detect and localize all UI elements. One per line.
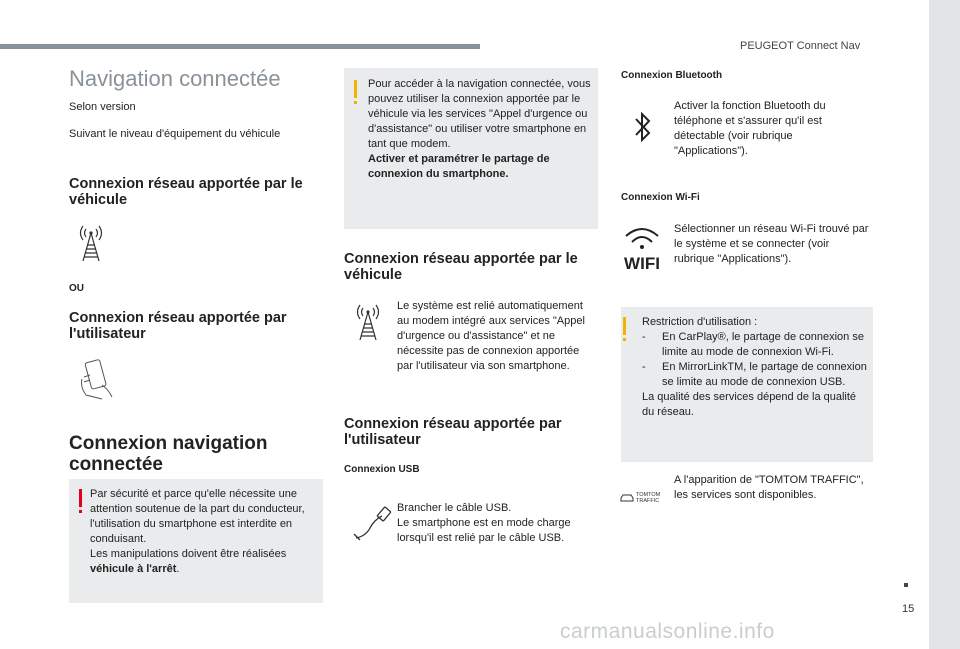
- header-rule: [0, 44, 480, 49]
- continue-marker: [904, 583, 908, 587]
- heading-navigation-connection: Connexion navigation connectée: [69, 433, 268, 475]
- heading-vehicle-connection-2: Connexion réseau apportée par le véhicule: [344, 251, 578, 283]
- wifi-waves-icon: [620, 226, 664, 250]
- page-title: Navigation connectée: [69, 66, 281, 91]
- smartphone-hand-icon: [72, 355, 118, 401]
- warning-box: [69, 479, 323, 603]
- bluetooth-icon: [632, 110, 654, 144]
- left-column: [69, 66, 324, 92]
- bluetooth-label: Connexion Bluetooth: [621, 70, 723, 81]
- restriction-item-carplay: - En CarPlay®, le partage de connexion se limite au mode de connexion Wi-Fi.: [642, 331, 864, 358]
- warning-text: Par sécurité et parce qu'elle nécessite une attention soutenue de la part du conducteur, l'utilisation du smartphone est interdite en conduisant. Les manipulations doivent être réalisées véhicule à l'arrêt.: [90, 488, 305, 575]
- restriction-text: Restriction d'utilisation : - En CarPlay®, le partage de connexion se limite au mode de connexion Wi-Fi. - En MirrorLinkTM, le partage de connexion se limite au mode de connexion USB. La qualité des services dépend de la qualité du réseau.: [642, 315, 870, 420]
- info-mark: [354, 80, 357, 98]
- tomtom-traffic-icon: TOMTOM TRAFFIC: [620, 490, 670, 506]
- wifi-icon: WIFI: [620, 226, 664, 268]
- page-number: 15: [902, 603, 915, 615]
- equipment-note: Suivant le niveau d'équipement du véhicule: [69, 128, 281, 140]
- heading-user-connection: Connexion réseau apportée par l'utilisateur: [69, 310, 287, 342]
- heading-vehicle-connection: Connexion réseau apportée par le véhicule: [69, 176, 303, 208]
- wifi-text: Sélectionner un réseau Wi-Fi trouvé par le système et se connecter (voir rubrique "Applications").: [674, 223, 869, 265]
- vehicle-connection-text: Le système est relié automatiquement au modem intégré aux services "Appel d'urgence ou d'assistance" et ne nécessite pas de connexion apportée par l'utilisateur via son smartphone.: [397, 300, 585, 372]
- usb-label: Connexion USB: [344, 464, 420, 475]
- brand-header: PEUGEOT Connect Nav: [740, 40, 861, 52]
- warning-mark: [79, 489, 82, 507]
- version-note: Selon version: [69, 101, 136, 113]
- restriction-item-mirrorlink: - En MirrorLinkTM, le partage de connexion se limite au mode de connexion USB.: [642, 361, 867, 388]
- info-box-restriction: [621, 307, 873, 462]
- or-label: OU: [69, 283, 84, 294]
- usb-cable-icon: [352, 502, 392, 542]
- wifi-label: Connexion Wi-Fi: [621, 192, 700, 203]
- antenna-icon: [73, 223, 109, 263]
- page-edge-band: [929, 0, 960, 649]
- info-box-navigation: [344, 68, 598, 229]
- car-icon: [620, 493, 634, 503]
- info-text: Pour accéder à la navigation connectée, vous pouvez utiliser la connexion apportée par le véhicule via les services "Appel d'urgence ou d'assistance" ou utiliser votre smartphone en tant que modem. Activer et paramétrer le partage de connexion du smartphone.: [368, 78, 591, 180]
- antenna-icon: [350, 302, 386, 342]
- bluetooth-text: Activer la fonction Bluetooth du téléphone et s'assurer qu'il est détectable (voir rubrique "Applications").: [674, 100, 826, 157]
- watermark: carmanualsonline.info: [560, 620, 775, 643]
- heading-user-connection-2: Connexion réseau apportée par l'utilisateur: [344, 416, 562, 448]
- usb-text: Brancher le câble USB. Le smartphone est en mode charge lorsqu'il est relié par le câble USB.: [397, 502, 571, 544]
- tomtom-text: A l'apparition de "TOMTOM TRAFFIC", les services sont disponibles.: [674, 474, 864, 501]
- info-mark: [623, 317, 626, 335]
